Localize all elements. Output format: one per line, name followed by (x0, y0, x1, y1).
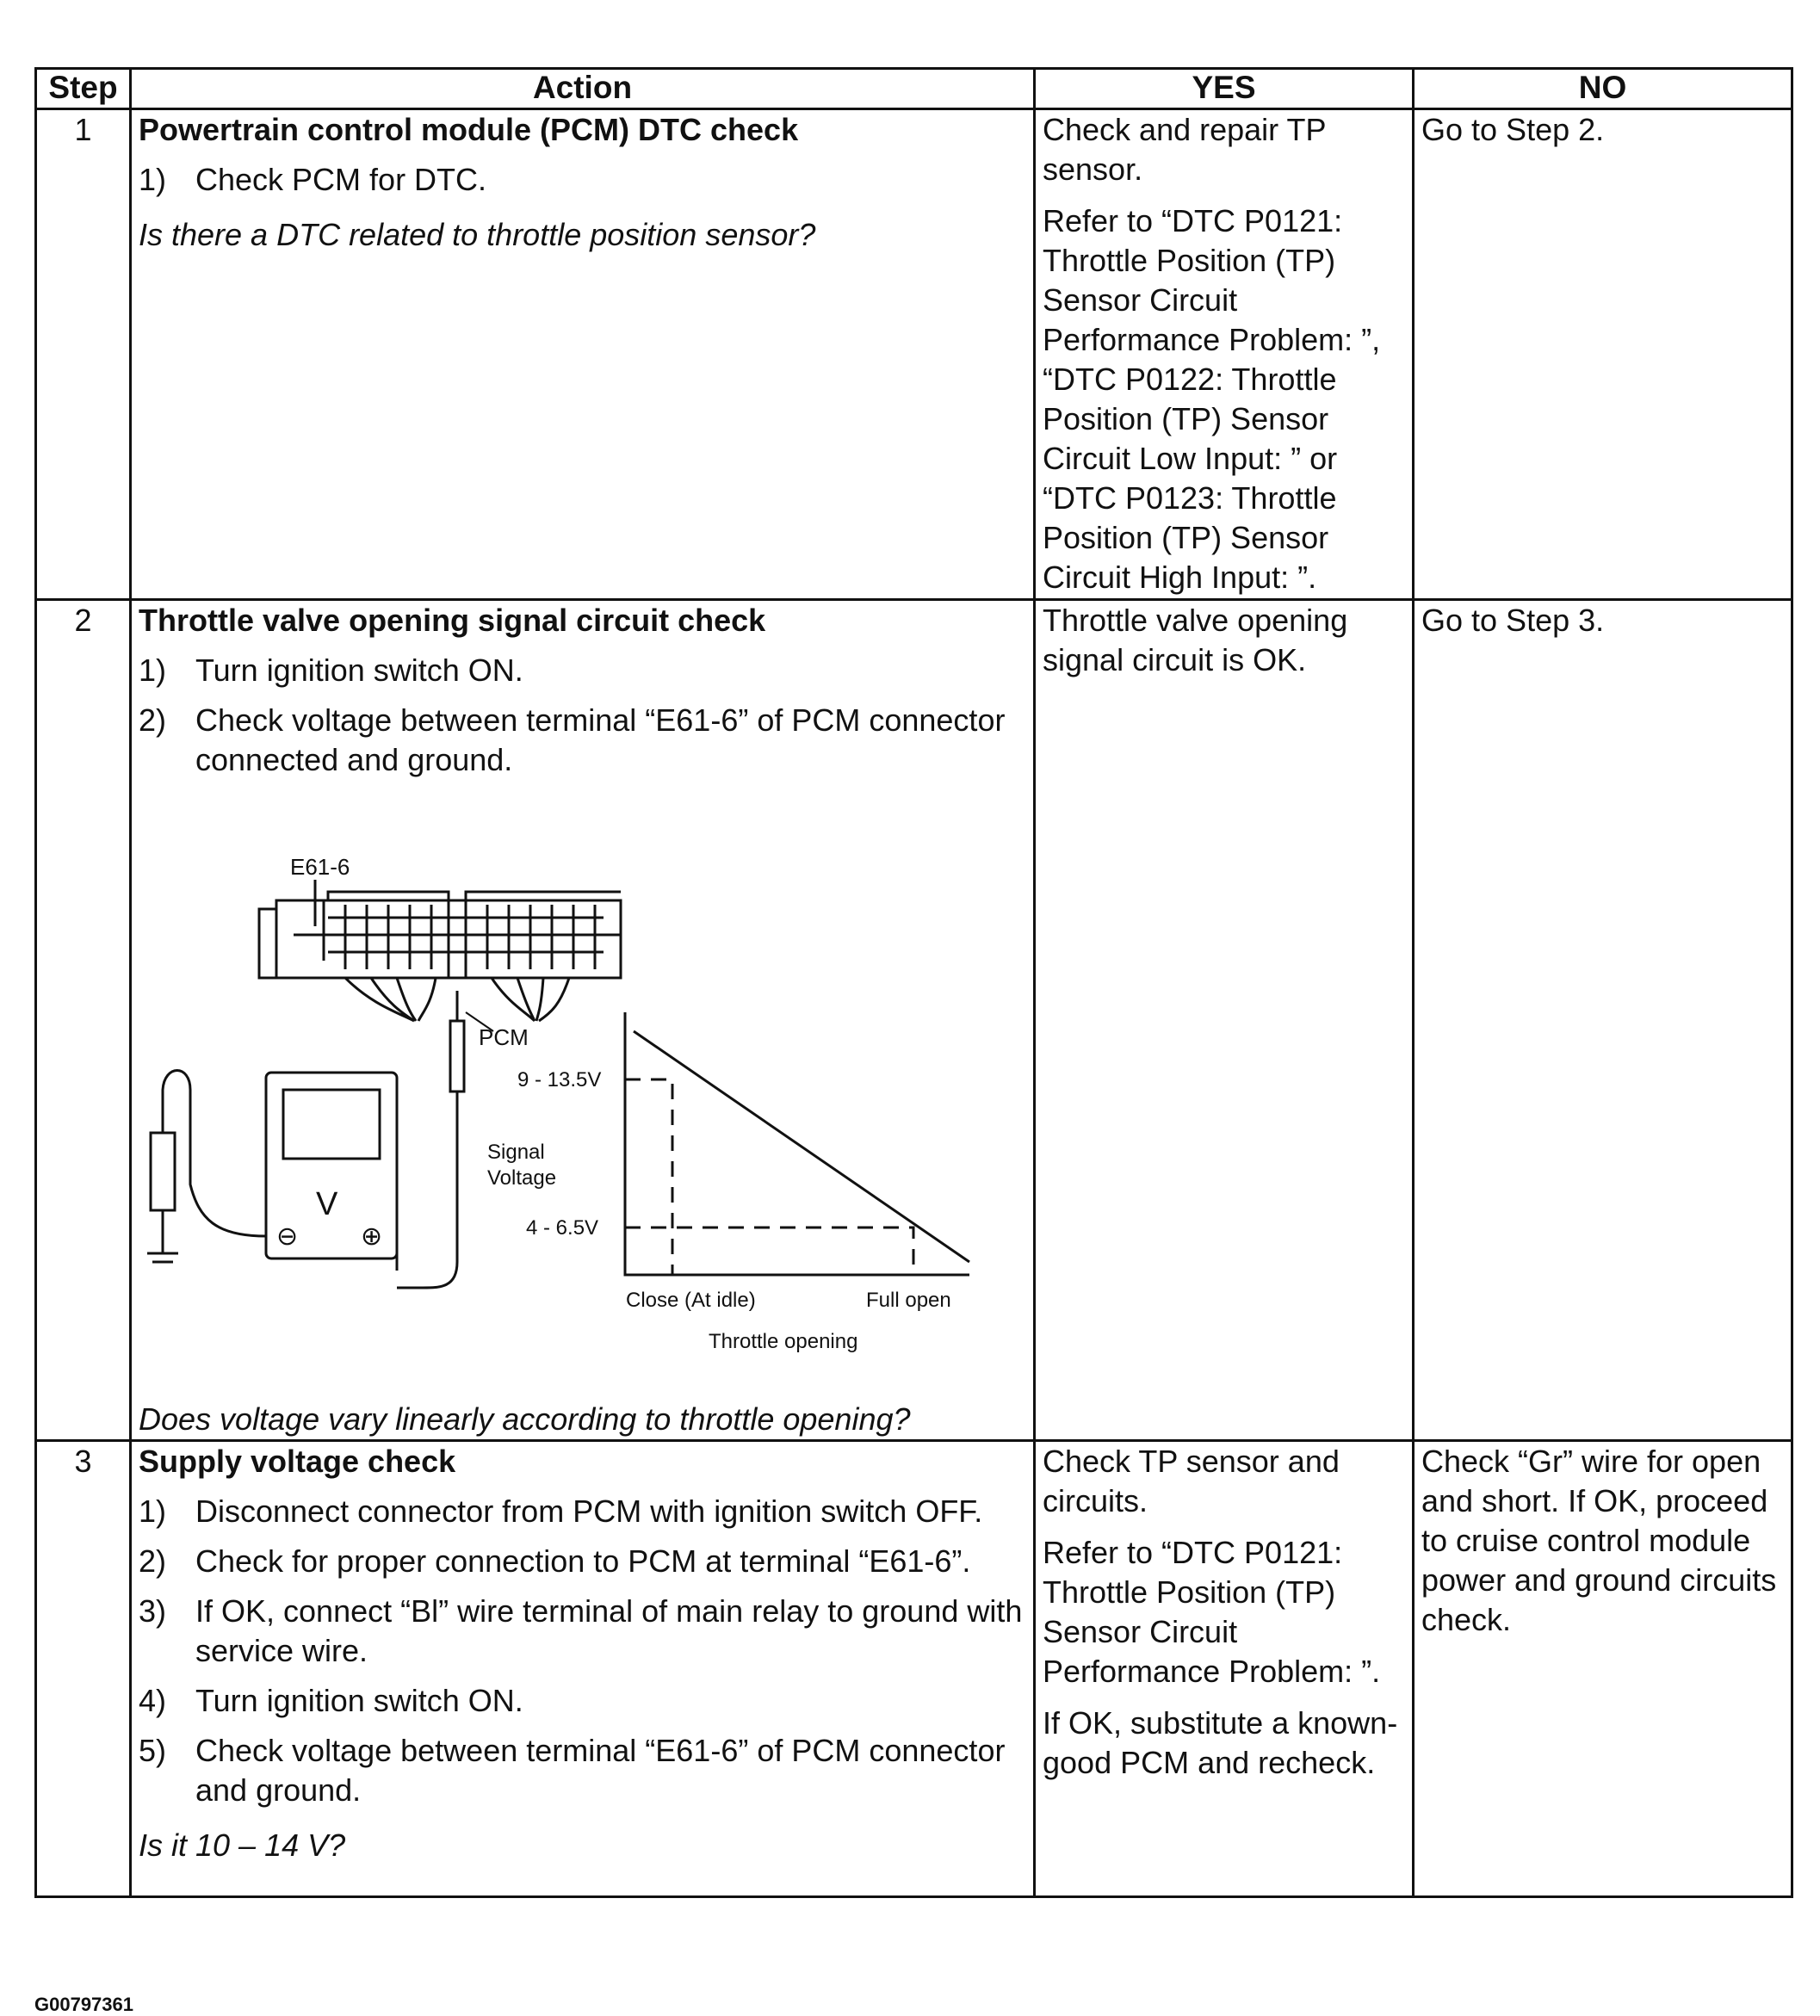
action-item (139, 1492, 1026, 1531)
no-text: Go to Step 3. (1421, 603, 1605, 638)
step-number: 1 (36, 109, 131, 600)
pcm-voltage-figure (139, 806, 1000, 1400)
y-high-label: 9 - 13.5V (517, 1068, 602, 1091)
yes-cell (1035, 600, 1414, 1441)
action-cell (131, 600, 1035, 1441)
item-text: Check voltage between terminal “E61-6” of PCM connector connected and ground. (195, 702, 1006, 777)
no-cell (1414, 1441, 1792, 1897)
graph-reference-lines (625, 1079, 913, 1275)
header-no: NO (1414, 69, 1792, 109)
yes-text: If OK, substitute a known-good PCM and recheck. (1043, 1705, 1398, 1780)
header-yes: YES (1035, 69, 1414, 109)
item-text: Check for proper connection to PCM at terminal “E61-6”. (195, 1543, 971, 1579)
item-text: Turn ignition switch ON. (195, 1683, 523, 1718)
header-step: Step (36, 69, 131, 109)
action-item (139, 1542, 1026, 1581)
table-row (36, 109, 1792, 600)
action-item (139, 1731, 1026, 1810)
table-header-row (36, 69, 1792, 109)
yes-text: Refer to “DTC P0121: Throttle Position (TP) Sensor Circuit Performance Problem: ”. (1043, 1535, 1381, 1689)
diagnostic-table (34, 67, 1793, 1898)
plus-terminal-icon: ⊕ (361, 1222, 383, 1251)
terminal-label: E61-6 (290, 854, 350, 880)
yes-text: Check and repair TP sensor. (1043, 112, 1326, 187)
action-item (139, 1592, 1026, 1671)
header-action: Action (131, 69, 1035, 109)
item-number: 2) (139, 1543, 167, 1579)
item-number: 5) (139, 1733, 167, 1768)
voltmeter (147, 1071, 397, 1271)
action-cell (131, 1441, 1035, 1897)
no-cell (1414, 109, 1792, 600)
no-text: Go to Step 2. (1421, 112, 1605, 147)
y-low-label: 4 - 6.5V (526, 1216, 599, 1240)
step-title: Powertrain control module (PCM) DTC check (139, 112, 799, 147)
connector-and-graph-illustration (139, 806, 1000, 1400)
x-open-label: Full open (866, 1289, 951, 1312)
step-question: Is there a DTC related to throttle position sensor? (139, 217, 816, 252)
diagnostic-sheet (34, 67, 1791, 2015)
x-axis-label: Throttle opening (709, 1330, 858, 1353)
item-number: 3) (139, 1593, 167, 1629)
voltage-graph (625, 1012, 969, 1275)
action-item (139, 651, 1026, 690)
item-text: Check PCM for DTC. (195, 162, 487, 197)
step-question: Is it 10 – 14 V? (139, 1827, 346, 1863)
step-title: Throttle valve opening signal circuit check (139, 603, 766, 638)
item-text: Disconnect connector from PCM with ignition switch OFF. (195, 1493, 983, 1529)
action-item (139, 701, 1026, 780)
action-item (139, 160, 1026, 200)
no-cell (1414, 600, 1792, 1441)
step-question: Does voltage vary linearly according to throttle opening? (139, 1401, 911, 1437)
action-item (139, 1681, 1026, 1721)
table-row (36, 600, 1792, 1441)
item-number: 4) (139, 1683, 167, 1718)
pcm-label: PCM (479, 1024, 529, 1050)
item-number: 1) (139, 162, 167, 197)
item-text: If OK, connect “Bl” wire terminal of main relay to ground with service wire. (195, 1593, 1023, 1668)
item-text: Turn ignition switch ON. (195, 652, 523, 688)
item-number: 1) (139, 1493, 167, 1529)
x-close-label: Close (At idle) (626, 1289, 756, 1312)
item-text: Check voltage between terminal “E61-6” of PCM connector and ground. (195, 1733, 1006, 1808)
pcm-connector (259, 892, 621, 1021)
item-number: 1) (139, 652, 167, 688)
table-row (36, 1441, 1792, 1897)
action-cell (131, 109, 1035, 600)
no-text: Check “Gr” wire for open and short. If OK, proceed to cruise control module power and ground circuits check. (1421, 1444, 1777, 1637)
step-number: 2 (36, 600, 131, 1441)
yes-text: Throttle valve opening signal circuit is OK. (1043, 603, 1348, 677)
step-title: Supply voltage check (139, 1444, 456, 1479)
yes-text: Refer to “DTC P0121: Throttle Position (TP) Sensor Circuit Performance Problem: ”, “DTC P0122: Throttle Position (TP) Sensor Circuit Low Input: ” or “DTC P0123: Throttle Position (TP) Sensor Circuit High Input: ”. (1043, 203, 1381, 595)
y-axis-label-1: Signal (487, 1141, 545, 1164)
item-number: 2) (139, 702, 167, 738)
y-axis-label-2: Voltage (487, 1166, 557, 1190)
minus-terminal-icon: ⊖ (276, 1222, 299, 1251)
step-number: 3 (36, 1441, 131, 1897)
yes-cell (1035, 109, 1414, 600)
test-probe (397, 991, 464, 1288)
yes-text: Check TP sensor and circuits. (1043, 1444, 1340, 1518)
figure-code: G00797361 (34, 1994, 133, 2015)
yes-cell (1035, 1441, 1414, 1897)
meter-v-label: V (316, 1186, 338, 1222)
